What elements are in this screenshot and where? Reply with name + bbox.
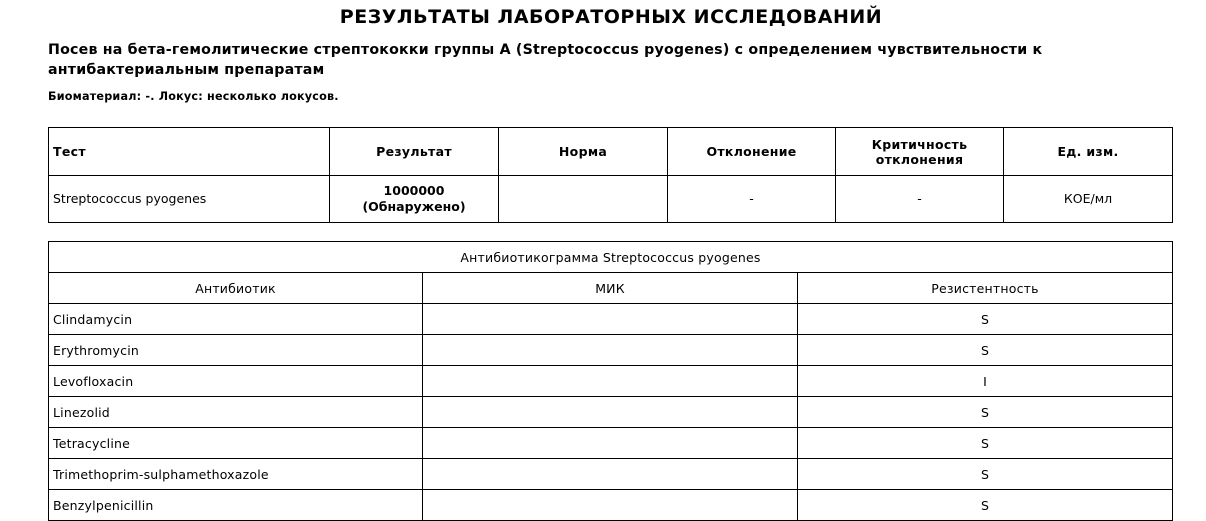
antibiogram-caption-row [49,242,1173,273]
results-table [48,127,1173,223]
antibiogram-caption: Антибиотикограмма Streptococcus pyogenes [49,242,1173,273]
table-row [49,304,1173,335]
header-deviation: Отклонение [668,128,836,176]
table-row [49,397,1173,428]
cell-test: Streptococcus pyogenes [49,176,330,223]
header-unit: Ед. изм. [1004,128,1173,176]
table-row [49,366,1173,397]
results-header-row [49,128,1173,176]
table-row [49,428,1173,459]
cell-criticality: - [836,176,1004,223]
table-row [49,176,1173,223]
cell-norm [499,176,668,223]
page-title: РЕЗУЛЬТАТЫ ЛАБОРАТОРНЫХ ИССЛЕДОВАНИЙ [339,6,883,28]
cell-resistance: S [798,397,1173,428]
header-test: Тест [49,128,330,176]
cell-result: 1000000 (Обнаружено) [330,176,499,223]
test-subtitle: Посев на бета-гемолитические стрептококки группы А (Streptococcus pyogenes) с определением чувствительности к антибактериальным препаратам [48,42,1043,78]
cell-resistance: I [798,366,1173,397]
header-criticality: Критичность отклонения [836,128,1004,176]
cell-resistance: S [798,428,1173,459]
antibiogram-table [48,241,1173,521]
cell-antibiotic: Clindamycin [49,304,423,335]
cell-antibiotic: Levofloxacin [49,366,423,397]
cell-resistance: S [798,335,1173,366]
cell-deviation: - [668,176,836,223]
cell-antibiotic: Erythromycin [49,335,423,366]
cell-resistance: S [798,490,1173,521]
cell-resistance: S [798,304,1173,335]
cell-mic [423,490,798,521]
header-mic: МИК [423,273,798,304]
cell-unit: КОЕ/мл [1004,176,1173,223]
cell-antibiotic: Tetracycline [49,428,423,459]
header-result: Результат [330,128,499,176]
header-antibiotic: Антибиотик [49,273,423,304]
cell-antibiotic: Benzylpenicillin [49,490,423,521]
biomaterial-info: Биоматериал: -. Локус: несколько локусов. [48,90,339,103]
cell-mic [423,366,798,397]
cell-antibiotic: Linezolid [49,397,423,428]
cell-mic [423,459,798,490]
cell-mic [423,397,798,428]
cell-mic [423,428,798,459]
header-resistance: Резистентность [798,273,1173,304]
cell-antibiotic: Trimethoprim-sulphamethoxazole [49,459,423,490]
cell-mic [423,304,798,335]
table-row [49,335,1173,366]
cell-resistance: S [798,459,1173,490]
cell-mic [423,335,798,366]
table-row [49,459,1173,490]
table-row [49,490,1173,521]
antibiogram-header-row [49,273,1173,304]
header-norm: Норма [499,128,668,176]
